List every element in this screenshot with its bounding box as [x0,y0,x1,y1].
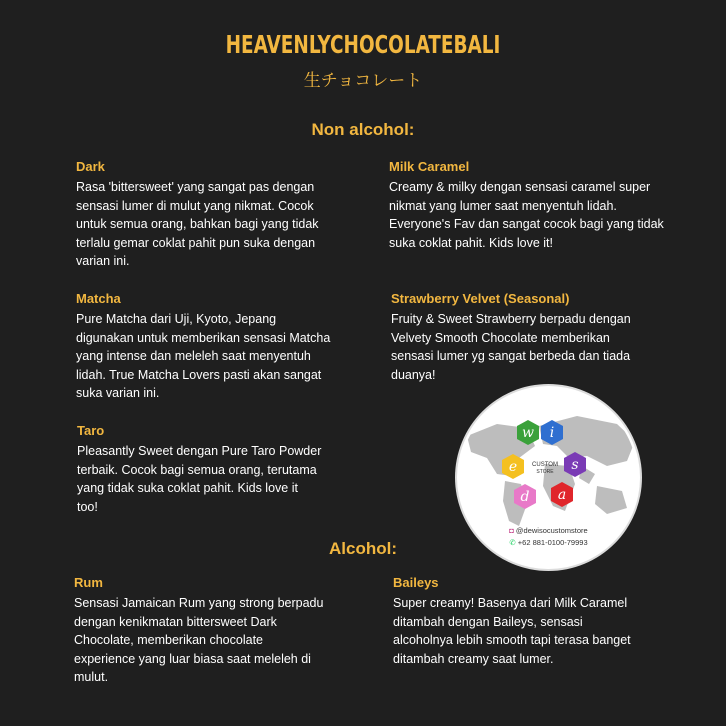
flavor-rum [74,575,364,687]
instagram-icon: ◘ [509,526,514,535]
flavor-description: Sensasi Jamaican Rum yang strong berpadu dengan kenikmatan bittersweet Dark Chocolate, memberikan chocolate experience yang luar biasa saat meleleh di mulut. [74,596,324,684]
brand-subtitle: 生チョコレート [303,71,423,91]
flavor-description: Rasa 'bittersweet' yang sangat pas dengan sensasi lumer di mulut yang nikmat. Cocok untuk semua orang, bahkan bagi yang tidak terlalu gemar coklat pahit pun suka dengan varian ini. [76,180,319,268]
flavor-description: Pure Matcha dari Uji, Kyoto, Jepang digunakan untuk memberikan sensasi Matcha yang intense dan meleleh saat menyentuh lidah. True Matcha Lovers pasti akan sangat suka varian ini. [76,312,331,400]
flavor-description: Super creamy! Basenya dari Milk Caramel ditambah dengan Baileys, sensasi alcoholnya lebih smooth tapi terasa banget ditambah creamy saat lumer. [393,596,631,666]
logo-letter-d: d [520,489,530,505]
flavor-name: Dark [76,159,105,174]
section-title-alcohol: Alcohol: [329,539,397,558]
flavor-baileys [393,575,683,668]
logo-letter-i: i [549,425,555,441]
logo-letter-s: s [571,457,579,473]
logo-letter-w: w [522,425,534,441]
instagram-handle [457,526,640,535]
flavor-name: Taro [77,423,105,438]
logo-center-text-2: STORE [536,469,554,475]
flavor-name: Milk Caramel [389,159,470,174]
flavor-name: Matcha [76,291,121,306]
flavor-description: Fruity & Sweet Strawberry berpadu dengan Velvety Smooth Chocolate memberikan sensasi lumer yg sangat berbeda dan tiada duanya! [391,312,631,382]
phone-text: +62 881-0100-79993 [517,538,588,547]
flavor-matcha [76,291,366,403]
flavor-dark [76,159,366,271]
logo-letter-a: a [557,487,567,503]
logo-center-text-1: CUSTOM [532,462,558,468]
instagram-text: @dewisocustomstore [515,526,588,535]
brand-title: HEAVENLYCHOCOLATEBALI [225,30,501,59]
flavor-milk-caramel [389,159,679,252]
flavor-taro [77,423,367,516]
flavor-description: Pleasantly Sweet dengan Pure Taro Powder terbaik. Cocok bagi semua orang, terutama yang tidak suka coklat pahit. Kids love it too! [77,444,322,514]
flavor-name: Rum [74,575,103,590]
flavor-strawberry-velvet [391,291,681,384]
flavor-name: Strawberry Velvet (Seasonal) [391,291,570,306]
section-title-non-alcohol: Non alcohol: [311,120,415,139]
logo-letter-e: e [508,459,518,475]
flavor-name: Baileys [393,575,439,590]
flavor-description: Creamy & milky dengan sensasi caramel super nikmat yang lumer saat menyentuh lidah. Everyone's Fav dan sangat cocok bagi yang tidak suka coklat pahit. Kids love it! [389,180,664,250]
whatsapp-icon: ✆ [509,538,516,547]
